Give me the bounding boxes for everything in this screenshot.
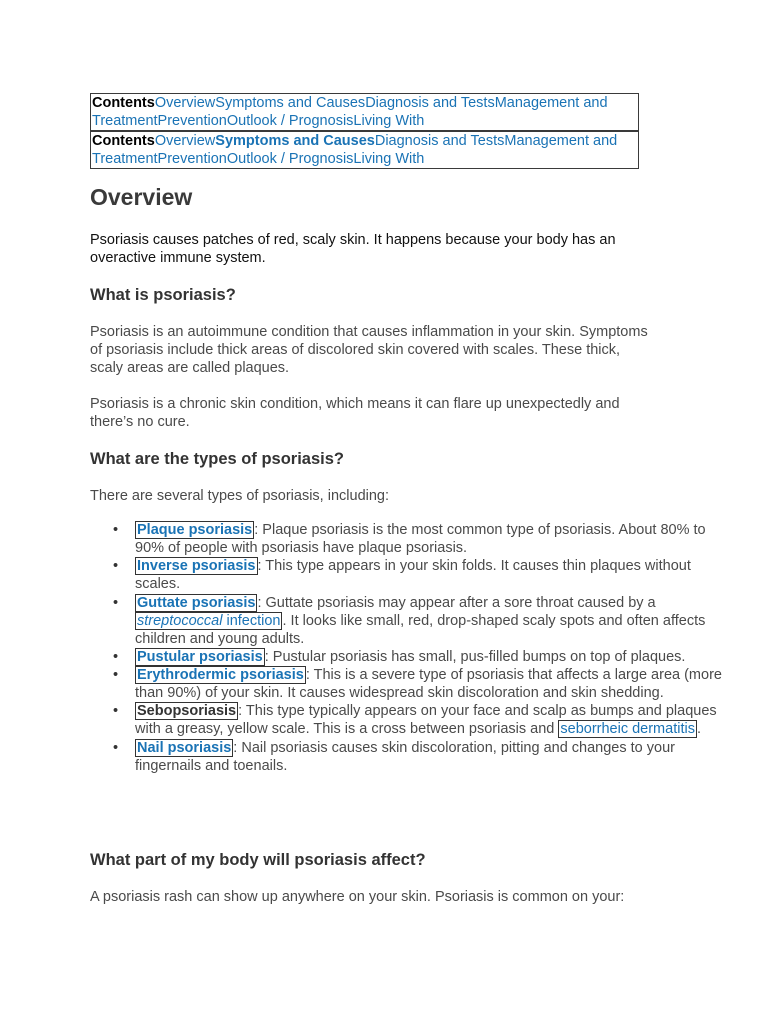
toc-label: Contents <box>92 95 155 111</box>
toc-link-prevention[interactable]: Prevention <box>157 151 227 167</box>
intro-paragraph: Psoriasis causes patches of red, scaly skin. It happens because your body has an overactive immune system. <box>90 232 616 266</box>
list-item-text: : Plaque psoriasis is the most common type of psoriasis. About 80% to 90% of people with psoriasis have plaque psoriasis. <box>135 522 706 556</box>
inverse-psoriasis-link[interactable]: Inverse psoriasis <box>137 558 256 575</box>
types-intro: There are several types of psoriasis, including: <box>90 488 390 504</box>
list-item-text: : This type appears in your skin folds. It causes thin plaques without scales. <box>135 558 691 593</box>
sebopsoriasis-term: Sebopsoriasis <box>137 703 237 720</box>
list-item <box>135 739 735 775</box>
what-is-psoriasis-heading: What is psoriasis? <box>90 286 236 304</box>
body-parts-paragraph: A psoriasis rash can show up anywhere on your skin. Psoriasis is common on your: <box>90 889 625 905</box>
toc-link-management[interactable]: Management and Treatment <box>92 133 618 167</box>
list-item <box>135 648 735 666</box>
toc-link-management[interactable]: Management and Treatment <box>92 95 608 129</box>
toc-link-outlook[interactable]: Outlook / Prognosis <box>226 113 354 129</box>
list-item-text: : Pustular psoriasis has small, pus-filled bumps on top of plaques. <box>264 648 686 665</box>
pustular-psoriasis-link[interactable]: Pustular psoriasis <box>137 648 263 665</box>
list-item-text: : This is a severe type of psoriasis that affects a large area (more than 90%) of your skin. It causes widespread skin discoloration and skin shedding. <box>135 667 722 702</box>
list-item-text: : Nail psoriasis causes skin discoloration, pitting and changes to your fingernails and toenails. <box>135 739 675 774</box>
toc-link-overview[interactable]: Overview <box>154 95 216 111</box>
link-italic-part: streptococcal <box>137 612 223 629</box>
list-item-text: : This type typically appears on your face and scalp as bumps and plaques with a greasy, yellow scale. This is a cross between psoriasis and <box>135 703 717 738</box>
toc-label: Contents <box>92 133 155 149</box>
toc-link-diagnosis[interactable]: Diagnosis and Tests <box>365 95 495 111</box>
list-item <box>135 557 735 593</box>
list-item-text: . It looks like small, red, drop-shaped scaly spots and often affects children and young adults. <box>135 612 706 647</box>
chronic-paragraph: Psoriasis is a chronic skin condition, which means it can flare up unexpectedly and there’s no cure. <box>90 396 620 430</box>
body-parts-heading: What part of my body will psoriasis affect? <box>90 851 426 869</box>
toc-link-diagnosis[interactable]: Diagnosis and Tests <box>374 133 505 149</box>
link-rest-part: infection <box>222 612 281 629</box>
toc-link-prevention[interactable]: Prevention <box>157 113 227 129</box>
list-item-text: : Guttate psoriasis may appear after a sore throat caused by a <box>257 594 656 611</box>
table-of-contents <box>90 93 639 131</box>
overview-heading: Overview <box>90 184 193 210</box>
list-item-text: . <box>696 721 701 738</box>
list-item <box>135 594 735 648</box>
toc-link-outlook[interactable]: Outlook / Prognosis <box>226 151 354 167</box>
streptococcal-infection-link[interactable] <box>135 612 282 630</box>
table-of-contents-sticky <box>90 131 639 169</box>
list-item <box>135 521 735 557</box>
seborrheic-dermatitis-link[interactable]: seborrheic dermatitis <box>560 721 695 738</box>
toc-link-living-with[interactable]: Living With <box>353 151 425 167</box>
toc-link-living-with[interactable]: Living With <box>353 113 425 129</box>
toc-link-overview[interactable]: Overview <box>154 133 216 149</box>
erythrodermic-psoriasis-link[interactable]: Erythrodermic psoriasis <box>137 667 304 684</box>
definition-paragraph: Psoriasis is an autoimmune condition that causes inflammation in your skin. Symptoms of psoriasis include thick areas of discolored skin covered with scales. These thick, scaly areas are called plaques. <box>90 324 648 376</box>
list-item <box>135 666 735 702</box>
nail-psoriasis-link[interactable]: Nail psoriasis <box>137 739 232 756</box>
list-item <box>135 702 735 738</box>
types-heading: What are the types of psoriasis? <box>90 450 344 468</box>
toc-link-symptoms[interactable]: Symptoms and Causes <box>215 95 366 111</box>
psoriasis-types-list <box>90 521 735 775</box>
guttate-psoriasis-link[interactable]: Guttate psoriasis <box>137 594 256 611</box>
plaque-psoriasis-link[interactable]: Plaque psoriasis <box>137 522 253 538</box>
toc-link-symptoms-current[interactable]: Symptoms and Causes <box>215 133 375 149</box>
